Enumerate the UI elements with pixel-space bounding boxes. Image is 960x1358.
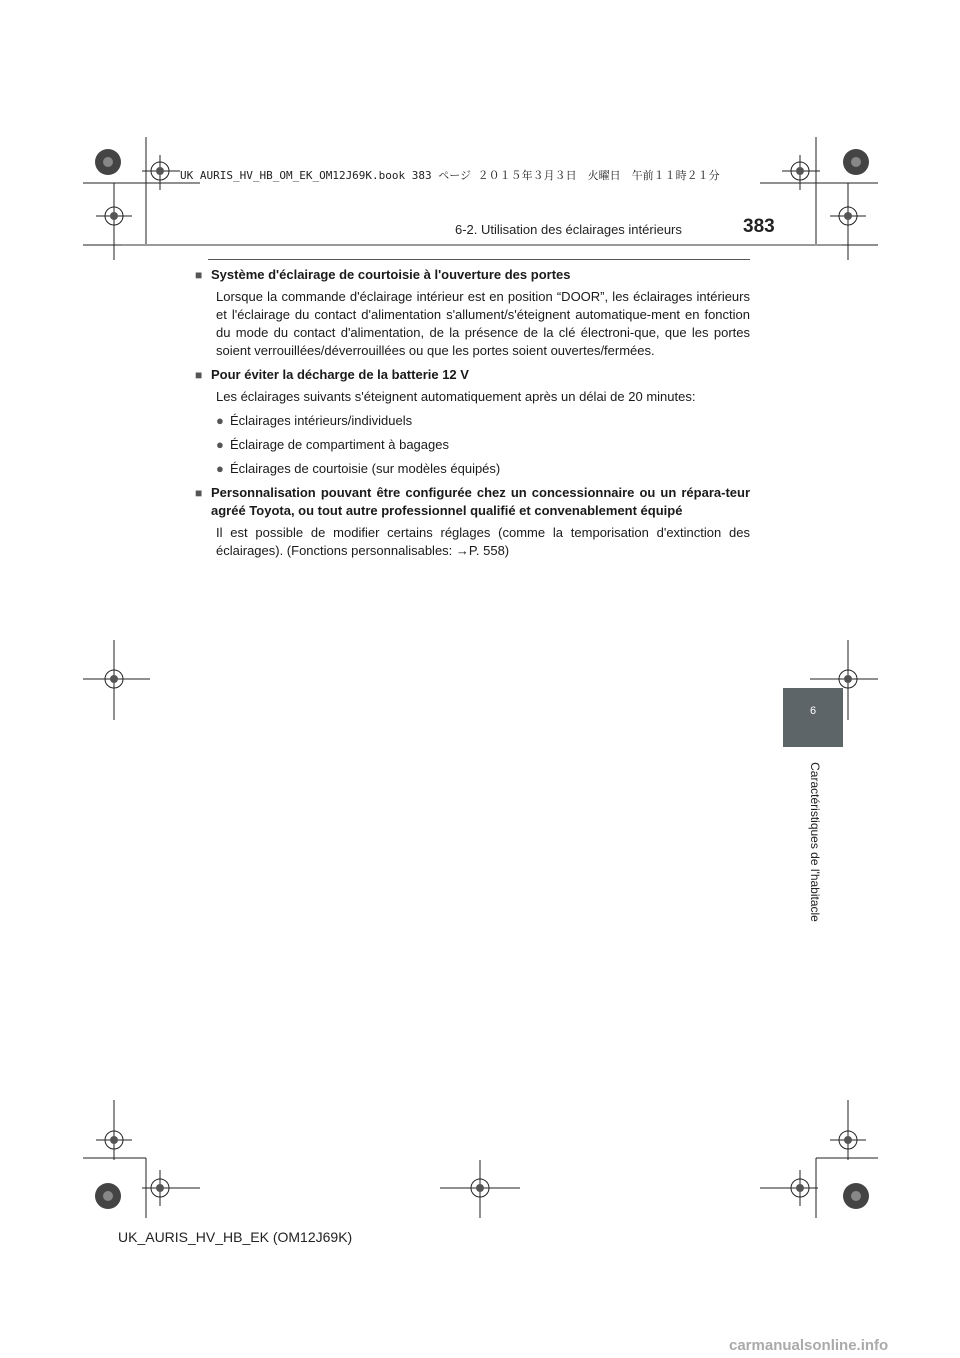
footer-code: UK_AURIS_HV_HB_EK (OM12J69K) <box>118 1229 353 1245</box>
content <box>195 266 750 566</box>
list-item-text: Éclairages intérieurs/individuels <box>230 413 413 428</box>
square-bullet-icon: ■ <box>195 268 203 282</box>
item-courtesy-lighting <box>195 266 750 360</box>
list-item <box>216 412 750 430</box>
item-customization <box>195 484 750 560</box>
dot-bullet-icon: ● <box>216 413 224 428</box>
item-body: Les éclairages suivants s'éteignent automatiquement après un délai de 20 minutes: <box>216 389 696 404</box>
square-bullet-icon: ■ <box>195 368 203 382</box>
list-item <box>216 460 750 478</box>
list-item-text: Éclairages de courtoisie (sur modèles équipés) <box>230 461 501 476</box>
square-bullet-icon: ■ <box>195 486 203 500</box>
content-top-rule <box>208 259 750 260</box>
item-title: Pour éviter la décharge de la batterie 12 V <box>211 367 469 382</box>
section-title: 6-2. Utilisation des éclairages intérieurs <box>455 222 682 237</box>
item-title: Personnalisation pouvant être configurée chez un concessionnaire ou un répara-teur agréé Toyota, ou tout autre professionnel qualifié et convenablement équipé <box>211 485 750 518</box>
chapter-number-tab: 6 <box>783 688 843 747</box>
page-number: 383 <box>743 216 775 237</box>
list-item-text: Éclairage de compartiment à bagages <box>230 437 449 452</box>
list-item <box>216 436 750 454</box>
item-title: Système d'éclairage de courtoisie à l'ouverture des portes <box>211 267 571 282</box>
item-body: Lorsque la commande d'éclairage intérieur est en position “DOOR”, les éclairages intérieurs et l'éclairage du contact d'alimentation s'allument/s'éteignent automatique-ment en fonction du mode du contact d'alimentation, de la présence de la clé électroni-que, que les portes soient verrouillées/déverrouillées ou que les portes soient ouvertes/fermées. <box>216 289 750 358</box>
chapter-title: Caractéristiques de l'habitacle <box>808 762 822 922</box>
watermark: carmanualsonline.info <box>729 1337 889 1354</box>
print-crop-info: UK AURIS_HV_HB_OM_EK_OM12J69K.book 383 ページ ２０１５年３月３日 火曜日 午前１１時２１分 <box>180 169 720 182</box>
item-body: Il est possible de modifier certains réglages (comme la temporisation d'extinction des éclairages). (Fonctions personnalisables: →P. 558) <box>216 525 750 558</box>
dot-bullet-icon: ● <box>216 437 224 452</box>
header-divider <box>122 244 842 246</box>
dot-bullet-icon: ● <box>216 461 224 476</box>
item-battery <box>195 366 750 478</box>
